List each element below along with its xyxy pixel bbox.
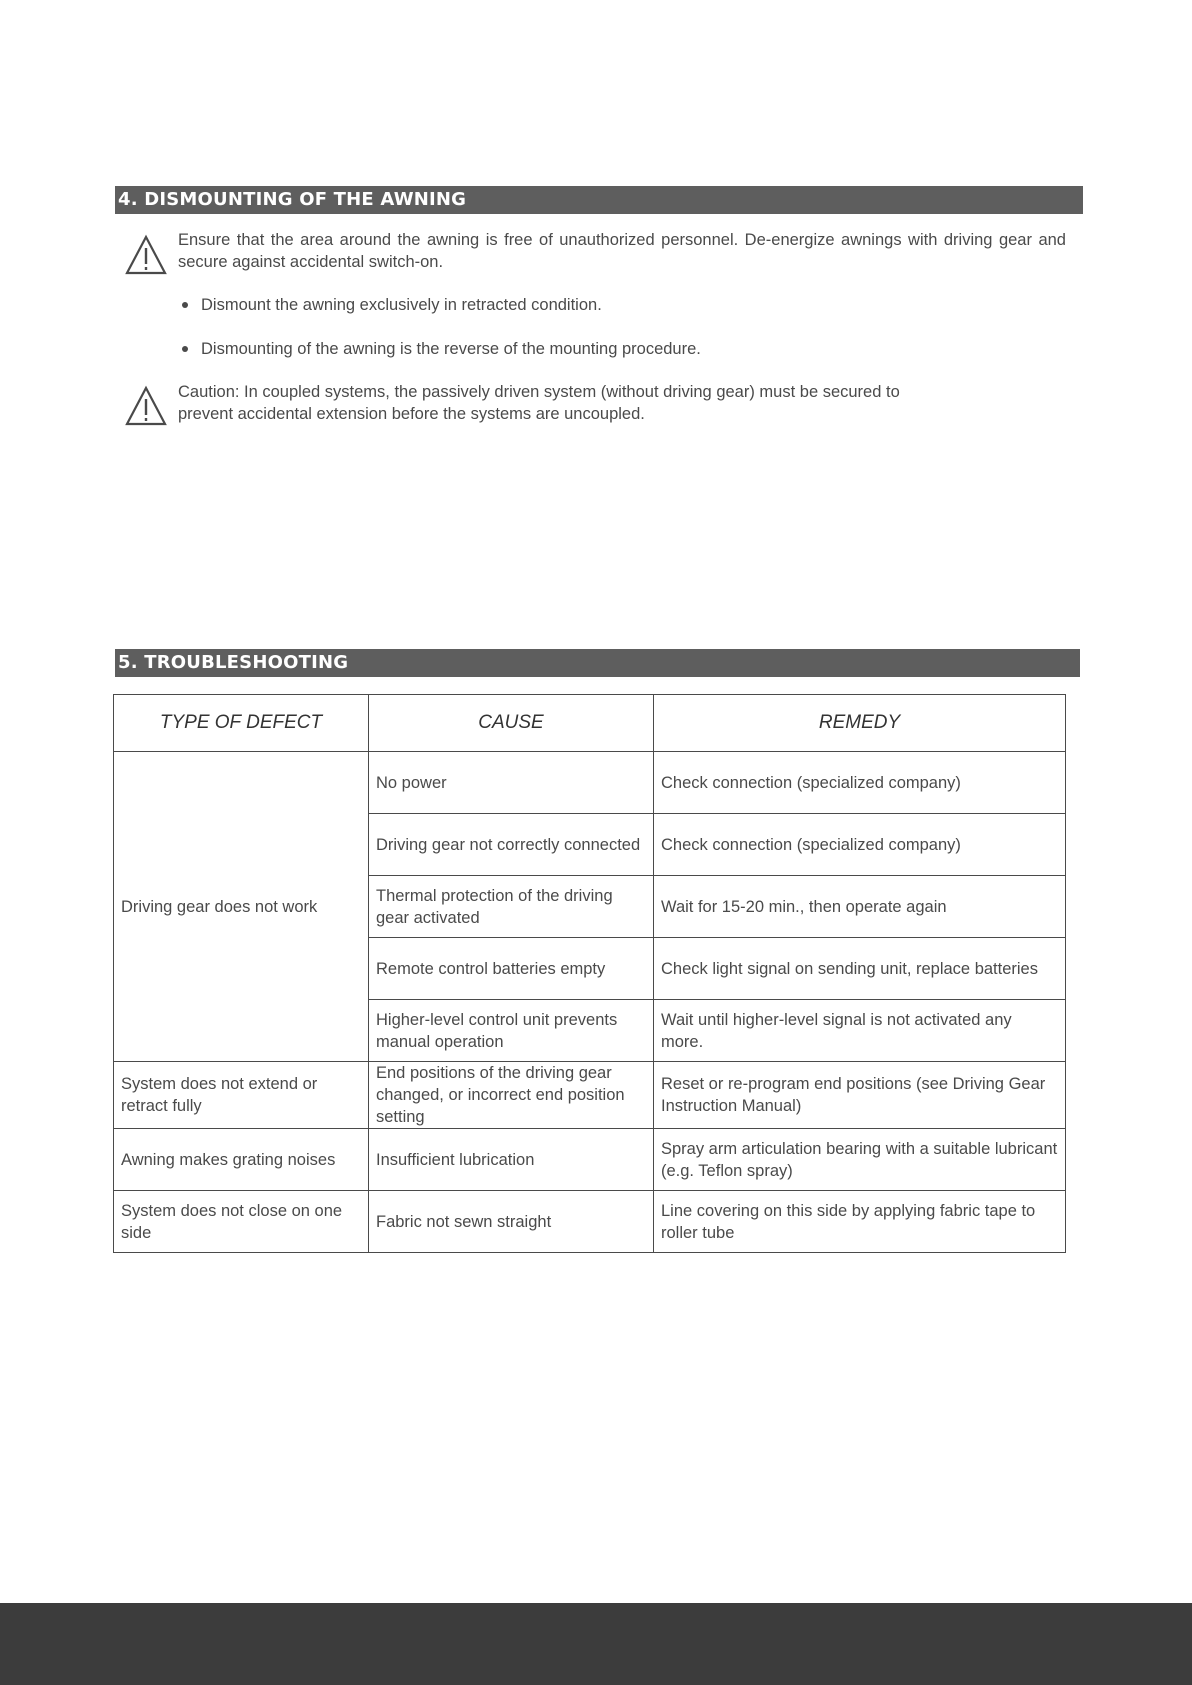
table-row [114, 1191, 1066, 1253]
cause-cell: Driving gear not correctly connected [369, 814, 654, 876]
table-row [114, 1129, 1066, 1191]
bullet-dot [182, 346, 188, 352]
remedy-cell: Check connection (specialized company) [654, 814, 1066, 876]
cause-cell: End positions of the driving gear changed, or incorrect end position setting [369, 1062, 654, 1129]
header-remedy: REMEDY [654, 695, 1066, 752]
remedy-cell: Check light signal on sending unit, replace batteries [654, 938, 1066, 1000]
section-4-heading: 4. DISMOUNTING OF THE AWNING [115, 186, 1083, 214]
warning-triangle-icon [124, 385, 168, 427]
cause-cell: No power [369, 752, 654, 814]
remedy-cell: Wait until higher-level signal is not activated any more. [654, 1000, 1066, 1062]
cause-cell: Insufficient lubrication [369, 1129, 654, 1191]
warning-triangle-icon [124, 234, 168, 276]
header-cause: CAUSE [369, 695, 654, 752]
cause-cell: Thermal protection of the driving gear activated [369, 876, 654, 938]
page-footer-band [0, 1603, 1192, 1685]
remedy-cell: Line covering on this side by applying fabric tape to roller tube [654, 1191, 1066, 1253]
remedy-cell: Check connection (specialized company) [654, 752, 1066, 814]
section-5-heading: 5. TROUBLESHOOTING [115, 649, 1080, 677]
remedy-cell: Wait for 15-20 min., then operate again [654, 876, 1066, 938]
table-row [114, 752, 1066, 814]
defect-cell: Awning makes grating noises [114, 1129, 369, 1191]
bullet-dot [182, 302, 188, 308]
header-type-of-defect: TYPE OF DEFECT [114, 695, 369, 752]
caution-text-line-1: Caution: In coupled systems, the passively driven system (without driving gear) must be secured to [178, 383, 900, 401]
table-header-row [114, 695, 1066, 752]
defect-cell: System does not close on one side [114, 1191, 369, 1253]
bullet-item: Dismounting of the awning is the reverse of the mounting procedure. [201, 340, 701, 358]
cause-cell: Remote control batteries empty [369, 938, 654, 1000]
table-row [114, 1062, 1066, 1129]
defect-cell: Driving gear does not work [114, 752, 369, 1062]
troubleshooting-table [113, 694, 1066, 1253]
caution-text-line-2: prevent accidental extension before the systems are uncoupled. [178, 405, 645, 423]
remedy-cell: Spray arm articulation bearing with a suitable lubricant (e.g. Teflon spray) [654, 1129, 1066, 1191]
remedy-cell: Reset or re-program end positions (see Driving Gear Instruction Manual) [654, 1062, 1066, 1129]
cause-cell: Fabric not sewn straight [369, 1191, 654, 1253]
cause-cell: Higher-level control unit prevents manual operation [369, 1000, 654, 1062]
defect-cell: System does not extend or retract fully [114, 1062, 369, 1129]
bullet-item: Dismount the awning exclusively in retracted condition. [201, 296, 602, 314]
warning-text-personnel: Ensure that the area around the awning is free of unauthorized personnel. De-energize awnings with driving gear and secure against accidental switch-on. [178, 231, 1066, 271]
